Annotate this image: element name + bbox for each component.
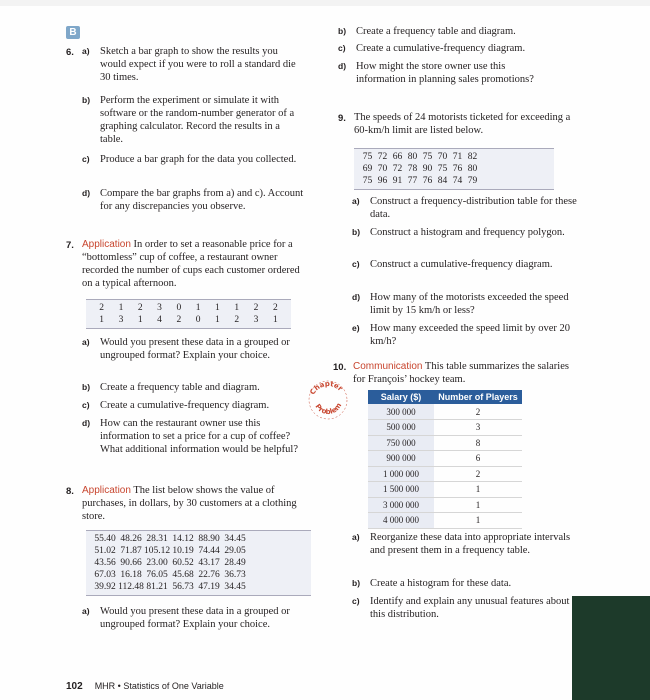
table-row [368,404,522,420]
section-badge: B [66,26,80,39]
part-text: Construct a cumulative-frequency diagram. [370,259,553,270]
intro-text: This table summarizes the salaries for François’ hockey team. [353,361,569,385]
data-cell: 2 [99,303,105,313]
data-cell: 79 [467,176,478,186]
problem-label: Problem [313,401,344,417]
part-text: Sketch a bar graph to show the results you would expect if you were to roll a standard die 30 times. [100,46,296,83]
part-label: d) [352,292,361,302]
part-text: Produce a bar graph for the data you collected. [100,154,297,165]
part-label: a) [82,46,90,56]
data-cell: 1 [234,303,240,313]
part-label: c) [82,154,90,164]
part-label: d) [338,61,347,71]
table-row [368,513,522,529]
part-text: Construct a histogram and frequency polygon. [370,227,565,238]
table-row [368,497,522,513]
data-cell: 66 [392,152,403,162]
intro-text: The list below shows the value of purchases, in dollars, by 30 customers at a clothing store. [82,485,297,522]
data-row [360,175,548,187]
data-cell: 51.02 [94,546,116,556]
players-cell: 1 [434,497,522,513]
data-cell: 75 [362,176,373,186]
salary-cell: 900 000 [368,451,434,467]
part-label: d) [82,188,91,198]
data-row [92,314,285,326]
data-cell: 1 [137,315,143,325]
data-cell: 1 [215,315,220,325]
data-cell: 34.45 [224,534,246,544]
question-intro [353,360,583,386]
data-cell: 28.31 [146,534,168,544]
data-row [92,581,305,593]
data-cell: 45.68 [172,570,194,580]
data-cell: 34.45 [224,582,246,592]
question-number: 7. [66,240,74,251]
data-cell: 75 [422,152,433,162]
question-intro [82,484,304,523]
data-cell: 67.03 [94,570,116,580]
data-cell: 90.66 [120,558,142,568]
data-cell: 1 [272,315,278,325]
table-row [368,420,522,436]
data-cell: 72 [377,152,388,162]
salary-cell: 750 000 [368,435,434,451]
part-label: b) [82,95,91,105]
salary-cell: 1 500 000 [368,482,434,498]
part-text: Would you present these data in a grouped or ungrouped format? Explain your choice. [100,606,290,630]
data-cell: 74.44 [198,546,220,556]
data-cell: 1 [195,303,201,313]
part-text: Create a histogram for these data. [370,578,512,589]
data-cell: 28.49 [224,558,246,568]
part-label: a) [352,196,360,206]
salary-cell: 4 000 000 [368,513,434,529]
part-label: a) [82,337,90,347]
data-cell: 1 [99,315,105,325]
data-cell: 76 [422,176,433,186]
data-cell: 48.26 [120,534,142,544]
part-label: b) [82,382,91,392]
column-header-players: Number of Players [434,390,522,404]
part-text: Create a cumulative-frequency diagram. [100,400,270,411]
data-cell: 36.73 [224,570,246,580]
data-cell: 2 [253,303,259,313]
data-cell: 2 [234,315,240,325]
data-cell: 76.05 [146,570,168,580]
q7-data-table [86,299,291,329]
part-label: e) [352,323,360,333]
data-cell: 10.19 [172,546,194,556]
data-cell: 82 [467,152,478,162]
footer-text: MHR • Statistics of One Variable [94,681,224,691]
data-cell: 72 [392,164,403,174]
data-row [92,533,305,545]
communication-tag: Communication [353,361,423,372]
salary-cell: 500 000 [368,420,434,436]
page-footer [66,681,224,692]
data-row [92,557,305,569]
top-strip [0,0,650,6]
application-tag: Application [82,239,131,250]
part-text: How many exceeded the speed limit by over 20 km/h? [370,323,571,347]
table-row [368,482,522,498]
data-cell: 78 [407,164,418,174]
players-cell: 1 [434,513,522,529]
data-cell: 75 [362,152,373,162]
salary-cell: 1 000 000 [368,466,434,482]
data-cell: 76 [452,164,463,174]
column-header-salary: Salary ($) [368,390,434,404]
part-label: b) [352,227,361,237]
part-text: Create a frequency table and diagram. [100,382,260,393]
part-text: Construct a frequency-distribution table for these data. [370,196,577,220]
data-cell: 4 [157,315,162,325]
data-cell: 3 [253,315,259,325]
data-cell: 29.05 [224,546,246,556]
data-cell: 71.87 [120,546,142,556]
part-text: Perform the experiment or simulate it with software or the random-number generator of a graphing calculator. Record the results in a table. [100,95,295,145]
page-number: 102 [66,681,83,692]
players-cell: 6 [434,451,522,467]
part-text: How can the restaurant owner use this information to set a price for a cup of coffee? What additional information would be helpful? [100,418,298,455]
data-cell: 22.76 [198,570,220,580]
part-text: Would you present these data in a grouped or ungrouped format? Explain your choice. [100,337,290,361]
players-cell: 2 [434,404,522,420]
data-cell: 2 [176,315,182,325]
salary-cell: 300 000 [368,404,434,420]
part-text: How might the store owner use this information in planning sales promotions? [356,61,534,85]
data-cell: 90 [422,164,433,174]
players-cell: 2 [434,466,522,482]
data-cell: 71 [452,152,463,162]
question-number: 9. [338,113,346,124]
part-text: How many of the motorists exceeded the speed limit by 15 km/h or less? [370,292,569,316]
q8-data-table [86,530,311,596]
data-cell: 43.17 [198,558,220,568]
part-text: Compare the bar graphs from a) and c). Account for any discrepancies you observe. [100,188,304,212]
part-label: c) [352,259,360,269]
application-tag: Application [82,485,131,496]
part-label: d) [82,418,91,428]
data-cell: 1 [215,303,220,313]
salary-table [368,390,522,529]
data-cell: 105.12 [144,546,171,556]
chapter-problem-icon [306,378,350,422]
question-number: 8. [66,486,74,497]
part-text: Create a frequency table and diagram. [356,26,516,37]
table-row [368,451,522,467]
part-label: c) [82,400,90,410]
data-cell: 2 [272,303,278,313]
data-cell: 91 [392,176,403,186]
data-cell: 47.19 [198,582,220,592]
data-cell: 96 [377,176,388,186]
part-label: c) [352,596,360,606]
part-text: Identify and explain any unusual features about this distribution. [370,596,570,620]
data-cell: 0 [195,315,201,325]
data-cell: 80 [467,164,478,174]
question-number: 6. [66,47,74,58]
data-cell: 23.00 [146,558,168,568]
intro-text: The speeds of 24 motorists ticketed for exceeding a 60-km/h limit are listed below. [354,112,571,136]
part-label: c) [338,43,346,53]
data-cell: 0 [176,303,182,313]
data-cell: 70 [377,164,388,174]
data-cell: 74 [452,176,463,186]
data-row [92,569,305,581]
question-intro [82,238,308,290]
data-cell: 1 [118,303,124,313]
data-cell: 81.21 [146,582,168,592]
data-row [360,163,548,175]
data-cell: 60.52 [172,558,194,568]
data-cell: 2 [137,303,143,313]
part-label: b) [338,26,347,36]
players-cell: 1 [434,482,522,498]
data-cell: 88.90 [198,534,220,544]
part-text: Reorganize these data into appropriate intervals and present them in a frequency table. [370,532,571,556]
table-row [368,466,522,482]
data-cell: 56.73 [172,582,194,592]
part-label: a) [82,606,90,616]
salary-cell: 3 000 000 [368,497,434,513]
salary-table-header [368,390,522,404]
data-cell: 69 [362,164,373,174]
data-cell: 84 [437,176,448,186]
data-cell: 3 [157,303,162,313]
data-cell: 77 [407,176,418,186]
intro-text: In order to set a reasonable price for a “bottomless” cup of coffee, a restaurant owner recorded the number of cups each customer ordered on a typical afternoon. [82,239,300,289]
data-cell: 75 [437,164,448,174]
part-label: a) [352,532,360,542]
data-cell: 14.12 [172,534,194,544]
data-row [92,302,285,314]
part-label: b) [352,578,361,588]
chapter-label: Chapter [308,379,345,397]
data-cell: 43.56 [94,558,116,568]
question-number: 10. [333,362,347,373]
dark-corner-region [572,596,650,700]
table-row [368,435,522,451]
players-cell: 3 [434,420,522,436]
data-cell: 80 [407,152,418,162]
part-text: Create a cumulative-frequency diagram. [356,43,526,54]
data-cell: 112.48 [118,582,144,592]
data-cell: 39.92 [94,582,116,592]
data-cell: 3 [118,315,124,325]
players-cell: 8 [434,435,522,451]
data-cell: 55.40 [94,534,116,544]
data-row [360,151,548,163]
data-row [92,545,305,557]
data-cell: 70 [437,152,448,162]
data-cell: 16.18 [120,570,142,580]
q9-data-table [354,148,554,190]
